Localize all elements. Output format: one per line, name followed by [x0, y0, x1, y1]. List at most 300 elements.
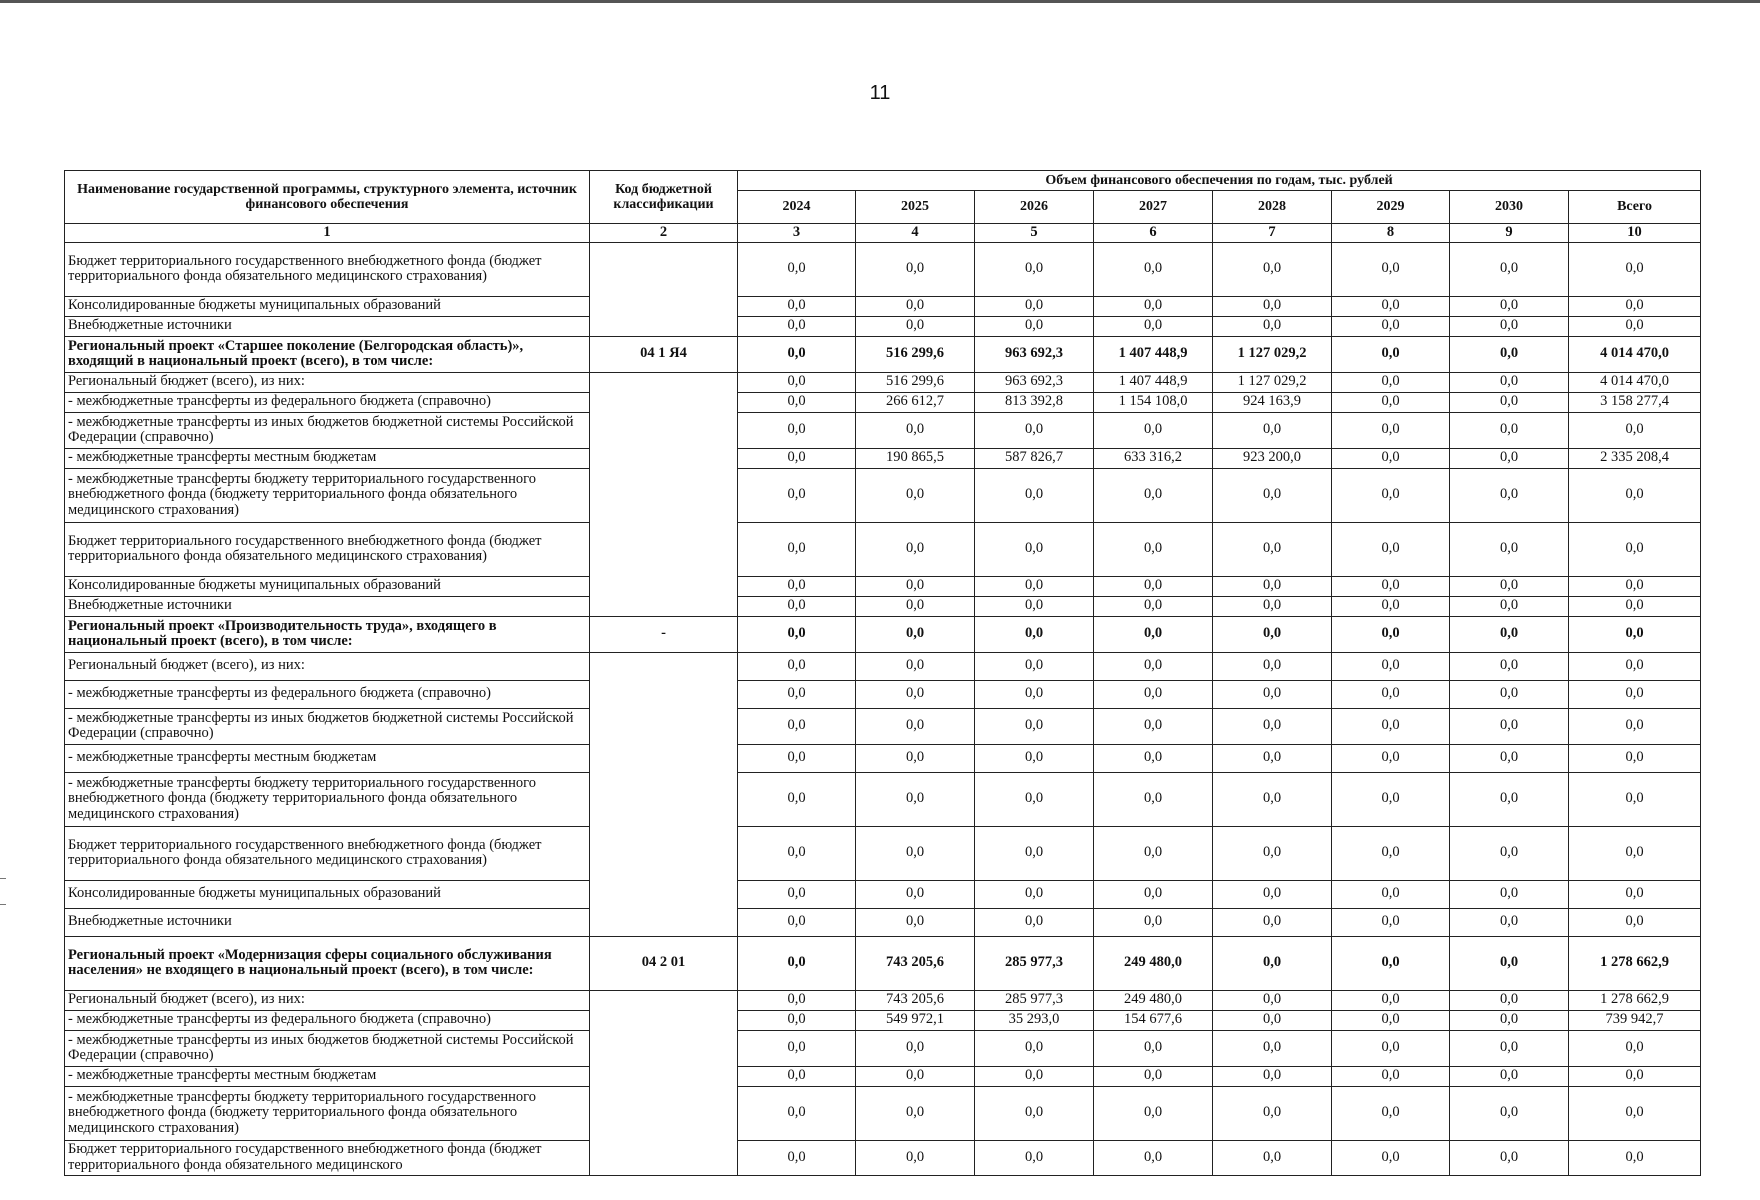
table-row	[65, 412, 1701, 448]
year-value: 0,0	[1213, 576, 1332, 596]
row-name: - межбюджетные трансферты местным бюджетам	[65, 1066, 590, 1086]
column-index: 4	[856, 224, 975, 243]
year-value: 0,0	[1213, 1140, 1332, 1175]
total-value: 0,0	[1569, 522, 1701, 576]
year-value: 0,0	[1213, 242, 1332, 296]
year-value: 0,0	[1094, 908, 1213, 936]
year-value: 0,0	[1450, 990, 1569, 1010]
year-value: 0,0	[1094, 468, 1213, 522]
table-body	[65, 242, 1701, 1175]
year-value: 0,0	[1213, 880, 1332, 908]
year-value: 0,0	[738, 412, 856, 448]
row-name: - межбюджетные трансферты бюджету территориального государственного внебюджетного фонда (бюджету территориального фонда обязательного медицинского страхования)	[65, 468, 590, 522]
year-value: 0,0	[1213, 826, 1332, 880]
year-value: 0,0	[738, 1140, 856, 1175]
year-value: 923 200,0	[1213, 448, 1332, 468]
year-value: 0,0	[738, 908, 856, 936]
scan-top-border	[0, 0, 1760, 3]
year-value: 154 677,6	[1094, 1010, 1213, 1030]
project-row	[65, 936, 1701, 990]
scan-artifact	[0, 878, 6, 879]
year-value: 0,0	[1094, 1140, 1213, 1175]
year-value: 0,0	[738, 680, 856, 708]
year-value: 0,0	[1213, 296, 1332, 316]
year-value: 0,0	[1094, 1066, 1213, 1086]
column-index: 5	[975, 224, 1094, 243]
year-value: 0,0	[975, 1140, 1094, 1175]
row-name: - межбюджетные трансферты из федерального бюджета (справочно)	[65, 1010, 590, 1030]
year-value: 0,0	[1332, 708, 1450, 744]
year-value: 924 163,9	[1213, 392, 1332, 412]
row-name: Консолидированные бюджеты муниципальных образований	[65, 576, 590, 596]
row-name: Внебюджетные источники	[65, 316, 590, 336]
year-value: 0,0	[975, 242, 1094, 296]
year-value: 0,0	[1332, 576, 1450, 596]
year-value: 0,0	[856, 522, 975, 576]
year-value: 0,0	[1332, 826, 1450, 880]
table-row	[65, 908, 1701, 936]
year-value: 0,0	[975, 412, 1094, 448]
total-value: 0,0	[1569, 296, 1701, 316]
year-value: 0,0	[1450, 1140, 1569, 1175]
year-value: 0,0	[1332, 296, 1450, 316]
row-name: Бюджет территориального государственного внебюджетного фонда (бюджет территориального фонда обязательного медицинского страхования)	[65, 826, 590, 880]
year-value: 0,0	[856, 744, 975, 772]
year-value: 549 972,1	[856, 1010, 975, 1030]
year-value: 0,0	[856, 576, 975, 596]
total-value: 0,0	[1569, 880, 1701, 908]
year-value: 0,0	[1450, 336, 1569, 372]
year-value: 0,0	[738, 316, 856, 336]
total-value: 0,0	[1569, 680, 1701, 708]
header-year: 2028	[1213, 191, 1332, 224]
year-value: 0,0	[1213, 680, 1332, 708]
year-value: 0,0	[1450, 596, 1569, 616]
year-value: 0,0	[1450, 316, 1569, 336]
year-value: 0,0	[1450, 242, 1569, 296]
year-value: 0,0	[1213, 772, 1332, 826]
header-code-column: Код бюджетной классификации	[590, 171, 738, 224]
total-value: 0,0	[1569, 1140, 1701, 1175]
year-value: 0,0	[1094, 772, 1213, 826]
year-value: 0,0	[738, 936, 856, 990]
header-year: 2025	[856, 191, 975, 224]
year-value: 1 127 029,2	[1213, 372, 1332, 392]
budget-code	[590, 372, 738, 616]
year-value: 0,0	[1213, 412, 1332, 448]
total-value: 0,0	[1569, 242, 1701, 296]
year-value: 813 392,8	[975, 392, 1094, 412]
year-value: 0,0	[1332, 908, 1450, 936]
year-value: 0,0	[1450, 392, 1569, 412]
year-value: 0,0	[856, 826, 975, 880]
year-value: 0,0	[1213, 522, 1332, 576]
table-row	[65, 826, 1701, 880]
row-name: Бюджет территориального государственного внебюджетного фонда (бюджет территориального фонда обязательного медицинского	[65, 1140, 590, 1175]
year-value: 743 205,6	[856, 936, 975, 990]
table-row	[65, 392, 1701, 412]
year-value: 0,0	[975, 908, 1094, 936]
row-name: Региональный бюджет (всего), из них:	[65, 652, 590, 680]
header-year: 2026	[975, 191, 1094, 224]
year-value: 0,0	[738, 1010, 856, 1030]
year-value: 0,0	[975, 1066, 1094, 1086]
column-index: 9	[1450, 224, 1569, 243]
year-value: 0,0	[856, 708, 975, 744]
table-row	[65, 744, 1701, 772]
year-value: 0,0	[1450, 826, 1569, 880]
year-value: 0,0	[856, 908, 975, 936]
year-value: 0,0	[1450, 652, 1569, 680]
year-value: 0,0	[975, 1030, 1094, 1066]
year-value: 0,0	[1213, 316, 1332, 336]
total-value: 0,0	[1569, 744, 1701, 772]
table-row	[65, 708, 1701, 744]
year-value: 1 407 448,9	[1094, 372, 1213, 392]
year-value: 0,0	[1450, 296, 1569, 316]
row-name: - межбюджетные трансферты из федерального бюджета (справочно)	[65, 392, 590, 412]
budget-code	[590, 242, 738, 336]
year-value: 0,0	[1450, 1030, 1569, 1066]
year-value: 0,0	[1332, 392, 1450, 412]
year-value: 0,0	[975, 576, 1094, 596]
year-value: 0,0	[1094, 680, 1213, 708]
year-value: 249 480,0	[1094, 990, 1213, 1010]
row-name: Консолидированные бюджеты муниципальных образований	[65, 880, 590, 908]
year-value: 0,0	[738, 242, 856, 296]
year-value: 0,0	[856, 596, 975, 616]
year-value: 0,0	[975, 616, 1094, 652]
year-value: 0,0	[1332, 242, 1450, 296]
year-value: 0,0	[856, 680, 975, 708]
year-value: 963 692,3	[975, 336, 1094, 372]
table-row	[65, 680, 1701, 708]
year-value: 0,0	[1213, 936, 1332, 990]
scan-artifact	[0, 904, 6, 905]
year-value: 0,0	[975, 826, 1094, 880]
year-value: 0,0	[856, 1086, 975, 1140]
year-value: 0,0	[1213, 1010, 1332, 1030]
year-value: 0,0	[738, 1086, 856, 1140]
table-row	[65, 652, 1701, 680]
row-name: - межбюджетные трансферты местным бюджетам	[65, 448, 590, 468]
year-value: 0,0	[1450, 576, 1569, 596]
table-row	[65, 1140, 1701, 1175]
row-name: - межбюджетные трансферты местным бюджетам	[65, 744, 590, 772]
year-value: 0,0	[1450, 772, 1569, 826]
total-value: 739 942,7	[1569, 1010, 1701, 1030]
header-year: 2027	[1094, 191, 1213, 224]
column-index: 3	[738, 224, 856, 243]
year-value: 0,0	[975, 708, 1094, 744]
column-index: 2	[590, 224, 738, 243]
year-value: 0,0	[1332, 680, 1450, 708]
year-value: 0,0	[1332, 1086, 1450, 1140]
year-value: 0,0	[738, 576, 856, 596]
row-name: Региональный бюджет (всего), из них:	[65, 990, 590, 1010]
year-value: 0,0	[738, 448, 856, 468]
year-value: 0,0	[856, 616, 975, 652]
year-value: 516 299,6	[856, 372, 975, 392]
financing-table	[64, 170, 1701, 1176]
year-value: 0,0	[1094, 744, 1213, 772]
page-number: 11	[869, 82, 891, 104]
year-value: 516 299,6	[856, 336, 975, 372]
year-value: 0,0	[1094, 880, 1213, 908]
year-value: 0,0	[856, 468, 975, 522]
year-value: 0,0	[738, 990, 856, 1010]
table-row	[65, 576, 1701, 596]
total-value: 0,0	[1569, 1066, 1701, 1086]
column-index: 7	[1213, 224, 1332, 243]
total-value: 2 335 208,4	[1569, 448, 1701, 468]
year-value: 0,0	[856, 316, 975, 336]
year-value: 0,0	[856, 242, 975, 296]
year-value: 0,0	[1213, 652, 1332, 680]
table-row	[65, 372, 1701, 392]
project-row	[65, 336, 1701, 372]
row-name: Региональный проект «Модернизация сферы социального обслуживания населения» не входящего в национальный проект (всего), в том числе:	[65, 936, 590, 990]
year-value: 0,0	[1094, 708, 1213, 744]
header-financing-group: Объем финансового обеспечения по годам, тыс. рублей	[738, 171, 1701, 191]
year-value: 0,0	[975, 1086, 1094, 1140]
total-value: 0,0	[1569, 616, 1701, 652]
year-value: 0,0	[1450, 880, 1569, 908]
year-value: 285 977,3	[975, 936, 1094, 990]
year-value: 0,0	[1094, 652, 1213, 680]
year-value: 0,0	[1213, 908, 1332, 936]
total-value: 0,0	[1569, 1030, 1701, 1066]
year-value: 963 692,3	[975, 372, 1094, 392]
year-value: 0,0	[1450, 1010, 1569, 1030]
year-value: 0,0	[1094, 826, 1213, 880]
year-value: 0,0	[738, 616, 856, 652]
year-value: 0,0	[975, 652, 1094, 680]
table-row	[65, 448, 1701, 468]
total-value: 0,0	[1569, 576, 1701, 596]
year-value: 0,0	[1094, 242, 1213, 296]
year-value: 633 316,2	[1094, 448, 1213, 468]
year-value: 0,0	[975, 296, 1094, 316]
year-value: 1 154 108,0	[1094, 392, 1213, 412]
year-value: 1 407 448,9	[1094, 336, 1213, 372]
row-name: Бюджет территориального государственного внебюджетного фонда (бюджет территориального фонда обязательного медицинского страхования)	[65, 242, 590, 296]
year-value: 0,0	[1332, 772, 1450, 826]
row-name: - межбюджетные трансферты из иных бюджетов бюджетной системы Российской Федерации (справочно)	[65, 708, 590, 744]
row-name: Внебюджетные источники	[65, 908, 590, 936]
table-row	[65, 772, 1701, 826]
year-value: 0,0	[1094, 1086, 1213, 1140]
table-row	[65, 242, 1701, 296]
year-value: 0,0	[738, 522, 856, 576]
year-value: 0,0	[1332, 880, 1450, 908]
row-name: - межбюджетные трансферты из федерального бюджета (справочно)	[65, 680, 590, 708]
total-value: 4 014 470,0	[1569, 336, 1701, 372]
year-value: 0,0	[856, 652, 975, 680]
year-value: 190 865,5	[856, 448, 975, 468]
year-value: 0,0	[1332, 616, 1450, 652]
year-value: 0,0	[1450, 468, 1569, 522]
year-value: 0,0	[975, 522, 1094, 576]
table-row	[65, 1086, 1701, 1140]
year-value: 0,0	[1213, 1086, 1332, 1140]
year-value: 0,0	[1332, 744, 1450, 772]
year-value: 0,0	[1332, 412, 1450, 448]
year-value: 0,0	[738, 392, 856, 412]
row-name: Консолидированные бюджеты муниципальных образований	[65, 296, 590, 316]
year-value: 266 612,7	[856, 392, 975, 412]
header-year: 2030	[1450, 191, 1569, 224]
year-value: 0,0	[1094, 412, 1213, 448]
budget-code: -	[590, 616, 738, 652]
year-value: 0,0	[1213, 708, 1332, 744]
total-value: 0,0	[1569, 708, 1701, 744]
year-value: 0,0	[1450, 936, 1569, 990]
year-value: 0,0	[1094, 522, 1213, 576]
year-value: 0,0	[975, 880, 1094, 908]
year-value: 0,0	[1332, 1030, 1450, 1066]
year-value: 0,0	[1213, 468, 1332, 522]
year-value: 0,0	[1450, 412, 1569, 448]
year-value: 0,0	[1332, 1010, 1450, 1030]
table-row	[65, 316, 1701, 336]
year-value: 0,0	[856, 412, 975, 448]
table-row	[65, 880, 1701, 908]
year-value: 0,0	[1450, 744, 1569, 772]
table-row	[65, 1030, 1701, 1066]
year-value: 0,0	[1332, 448, 1450, 468]
table-row	[65, 990, 1701, 1010]
year-value: 0,0	[738, 1066, 856, 1086]
table-row	[65, 522, 1701, 576]
column-index-row	[65, 224, 1701, 243]
year-value: 0,0	[1450, 908, 1569, 936]
project-row	[65, 616, 1701, 652]
year-value: 0,0	[738, 296, 856, 316]
header-total: Всего	[1569, 191, 1701, 224]
year-value: 35 293,0	[975, 1010, 1094, 1030]
total-value: 0,0	[1569, 772, 1701, 826]
year-value: 0,0	[738, 708, 856, 744]
row-name: Бюджет территориального государственного внебюджетного фонда (бюджет территориального фонда обязательного медицинского страхования)	[65, 522, 590, 576]
year-value: 0,0	[1332, 652, 1450, 680]
total-value: 0,0	[1569, 596, 1701, 616]
year-value: 0,0	[1332, 522, 1450, 576]
column-index: 10	[1569, 224, 1701, 243]
year-value: 0,0	[1450, 708, 1569, 744]
total-value: 0,0	[1569, 652, 1701, 680]
year-value: 0,0	[1450, 680, 1569, 708]
year-value: 743 205,6	[856, 990, 975, 1010]
year-value: 0,0	[856, 1140, 975, 1175]
total-value: 3 158 277,4	[1569, 392, 1701, 412]
year-value: 0,0	[1213, 744, 1332, 772]
year-value: 0,0	[738, 880, 856, 908]
year-value: 0,0	[738, 652, 856, 680]
year-value: 0,0	[1213, 616, 1332, 652]
total-value: 0,0	[1569, 1086, 1701, 1140]
budget-code	[590, 990, 738, 1175]
year-value: 0,0	[1094, 596, 1213, 616]
table-row	[65, 468, 1701, 522]
row-name: - межбюджетные трансферты бюджету территориального государственного внебюджетного фонда (бюджету территориального фонда обязательного медицинского страхования)	[65, 772, 590, 826]
year-value: 0,0	[1450, 372, 1569, 392]
year-value: 0,0	[1332, 1140, 1450, 1175]
budget-code: 04 2 01	[590, 936, 738, 990]
year-value: 249 480,0	[1094, 936, 1213, 990]
year-value: 0,0	[1332, 468, 1450, 522]
year-value: 0,0	[1094, 576, 1213, 596]
year-value: 0,0	[1213, 1030, 1332, 1066]
year-value: 0,0	[738, 596, 856, 616]
header-year: 2024	[738, 191, 856, 224]
year-value: 0,0	[738, 772, 856, 826]
year-value: 0,0	[738, 372, 856, 392]
total-value: 0,0	[1569, 316, 1701, 336]
table-row	[65, 296, 1701, 316]
row-name: - межбюджетные трансферты из иных бюджетов бюджетной системы Российской Федерации (справочно)	[65, 1030, 590, 1066]
year-value: 0,0	[1094, 1030, 1213, 1066]
year-value: 0,0	[1450, 522, 1569, 576]
year-value: 0,0	[1332, 596, 1450, 616]
budget-code: 04 1 Я4	[590, 336, 738, 372]
year-value: 0,0	[1332, 336, 1450, 372]
total-value: 1 278 662,9	[1569, 990, 1701, 1010]
year-value: 0,0	[1213, 990, 1332, 1010]
table-row	[65, 596, 1701, 616]
year-value: 0,0	[1094, 296, 1213, 316]
year-value: 0,0	[856, 772, 975, 826]
column-index: 8	[1332, 224, 1450, 243]
total-value: 0,0	[1569, 908, 1701, 936]
total-value: 0,0	[1569, 826, 1701, 880]
year-value: 0,0	[1450, 448, 1569, 468]
total-value: 0,0	[1569, 468, 1701, 522]
year-value: 0,0	[1450, 616, 1569, 652]
total-value: 1 278 662,9	[1569, 936, 1701, 990]
table-header	[65, 171, 1701, 243]
table-row	[65, 1010, 1701, 1030]
year-value: 285 977,3	[975, 990, 1094, 1010]
year-value: 0,0	[738, 826, 856, 880]
year-value: 0,0	[1332, 1066, 1450, 1086]
year-value: 0,0	[738, 744, 856, 772]
header-name-column: Наименование государственной программы, структурного элемента, источник финансового обеспечения	[65, 171, 590, 224]
header-year: 2029	[1332, 191, 1450, 224]
row-name: Региональный бюджет (всего), из них:	[65, 372, 590, 392]
row-name: Региональный проект «Производительность труда», входящего в национальный проект (всего), в том числе:	[65, 616, 590, 652]
row-name: Региональный проект «Старшее поколение (Белгородская область)», входящий в национальный проект (всего), в том числе:	[65, 336, 590, 372]
column-index: 6	[1094, 224, 1213, 243]
year-value: 0,0	[975, 468, 1094, 522]
year-value: 0,0	[1094, 616, 1213, 652]
column-index: 1	[65, 224, 590, 243]
row-name: - межбюджетные трансферты бюджету территориального государственного внебюджетного фонда (бюджету территориального фонда обязательного медицинского страхования)	[65, 1086, 590, 1140]
year-value: 1 127 029,2	[1213, 336, 1332, 372]
year-value: 0,0	[1332, 936, 1450, 990]
year-value: 0,0	[1332, 990, 1450, 1010]
year-value: 0,0	[1450, 1066, 1569, 1086]
table-row	[65, 1066, 1701, 1086]
total-value: 4 014 470,0	[1569, 372, 1701, 392]
year-value: 0,0	[1094, 316, 1213, 336]
year-value: 0,0	[975, 596, 1094, 616]
year-value: 0,0	[856, 1066, 975, 1086]
year-value: 0,0	[856, 1030, 975, 1066]
year-value: 0,0	[1213, 1066, 1332, 1086]
year-value: 0,0	[738, 468, 856, 522]
year-value: 0,0	[856, 296, 975, 316]
